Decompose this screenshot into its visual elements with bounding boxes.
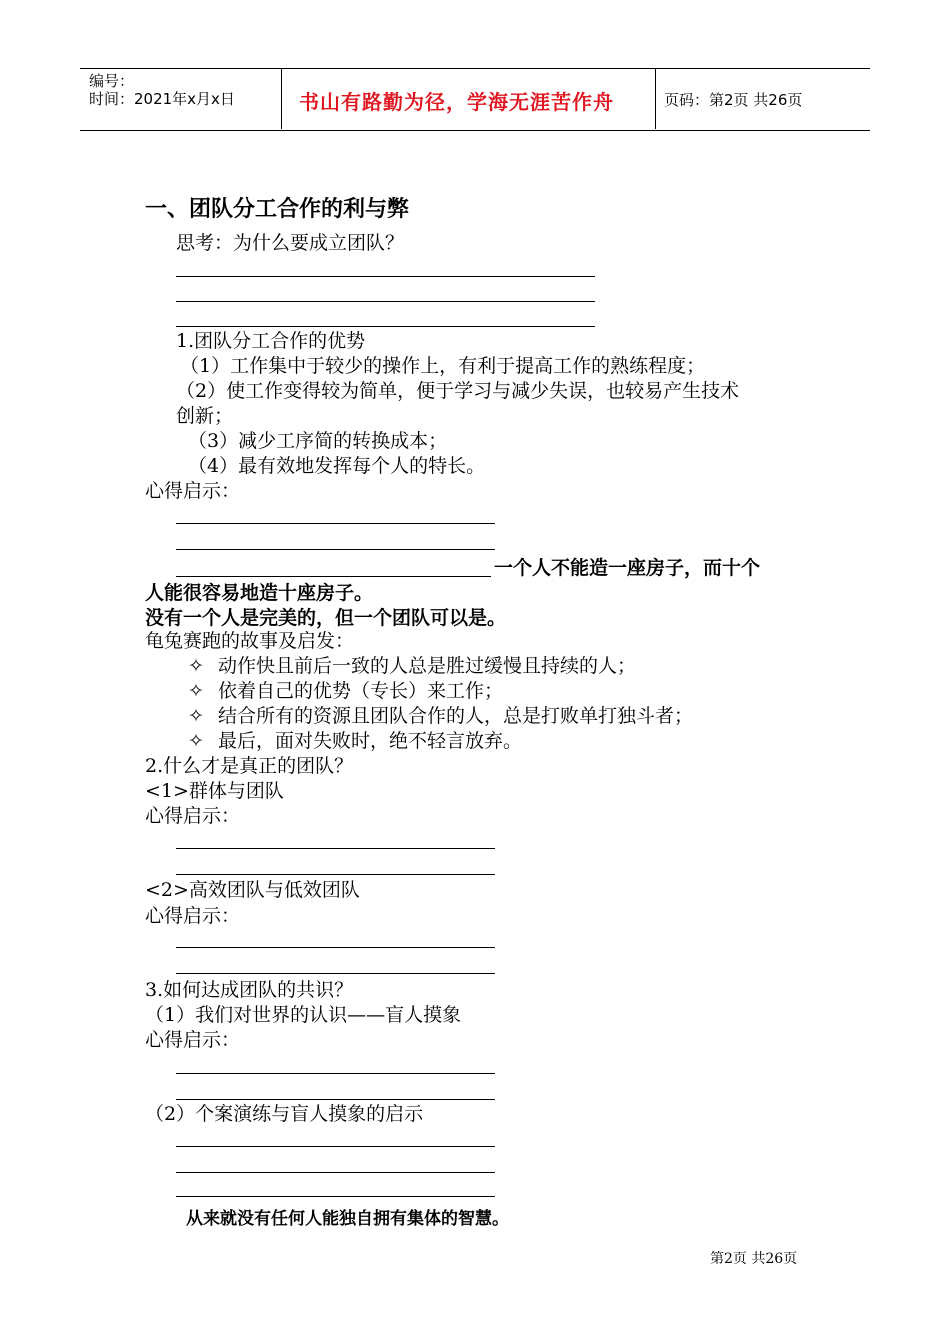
number-label: 编号： [89, 72, 135, 90]
answer-line [176, 1146, 495, 1147]
subheading: （1）我们对世界的认识——盲人摸象 [145, 1004, 462, 1026]
answer-line [176, 848, 495, 849]
quote-line: 一个人不能造一座房子，而十个 [494, 557, 761, 579]
answer-line [176, 549, 495, 550]
answer-line [176, 1196, 495, 1197]
list-item: ✧ 动作快且前后一致的人总是胜过缓慢且持续的人； [188, 655, 637, 677]
list-item: （4）最有效地发挥每个人的特长。 [188, 455, 486, 477]
header-motto: 书山有路勤为径，学海无涯苦作舟 [299, 90, 614, 114]
list-item: （2）使工作变得较为简单，便于学习与减少失误，也较易产生技术 [176, 380, 740, 402]
list-item: ✧ 最后，面对失败时，绝不轻言放弃。 [188, 730, 523, 752]
page-footer: 第2页 共26页 [710, 1251, 798, 1267]
answer-line [176, 973, 495, 974]
quote-line: 人能很容易地造十座房子。 [145, 582, 374, 604]
subheading: <2>高效团队与低效团队 [145, 879, 360, 901]
answer-line [176, 1099, 495, 1100]
answer-line [176, 326, 595, 327]
part1-heading: 1.团队分工合作的优势 [176, 330, 366, 352]
list-item: （1）工作集中于较少的操作上，有利于提高工作的熟练程度； [180, 355, 706, 377]
subheading: （2）个案演练与盲人摸象的启示 [145, 1103, 424, 1125]
quote-line: 没有一个人是完美的，但一个团队可以是。 [145, 607, 507, 629]
insight-label: 心得启示： [145, 1029, 241, 1051]
sparkle-bullet-icon: ✧ [188, 680, 204, 702]
header-divider [655, 68, 656, 129]
part3-heading: 3.如何达成团队的共识？ [145, 979, 354, 1001]
list-item: （3）减少工序简的转换成本； [188, 430, 448, 452]
header-divider [281, 68, 282, 129]
answer-line [176, 947, 495, 948]
answer-line [176, 1172, 495, 1173]
subheading: <1>群体与团队 [145, 780, 284, 802]
closing-quote: 从来就没有任何人能独自拥有集体的智慧。 [186, 1209, 509, 1229]
answer-line [176, 301, 595, 302]
time-label: 时间：2021年x月x日 [89, 90, 235, 108]
page-info: 页码：第2页 共26页 [664, 91, 803, 109]
list-item: 创新； [176, 405, 234, 427]
list-item: ✧ 结合所有的资源且团队合作的人，总是打败单打独斗者； [188, 705, 694, 727]
section-title: 一、团队分工合作的利与弊 [145, 197, 410, 222]
sparkle-bullet-icon: ✧ [188, 730, 204, 752]
insight-label: 心得启示： [145, 480, 241, 502]
answer-line [176, 576, 491, 577]
story-heading: 龟兔赛跑的故事及启发： [145, 630, 355, 652]
answer-line [176, 276, 595, 277]
think-question: 思考：为什么要成立团队？ [176, 232, 405, 254]
answer-line [176, 874, 495, 875]
answer-line [176, 523, 495, 524]
insight-label: 心得启示： [145, 905, 241, 927]
part2-heading: 2.什么才是真正的团队？ [145, 755, 354, 777]
list-item: ✧ 依着自己的优势（专长）来工作； [188, 680, 504, 702]
insight-label: 心得启示： [145, 805, 241, 827]
answer-line [176, 1073, 495, 1074]
sparkle-bullet-icon: ✧ [188, 655, 204, 677]
sparkle-bullet-icon: ✧ [188, 705, 204, 727]
